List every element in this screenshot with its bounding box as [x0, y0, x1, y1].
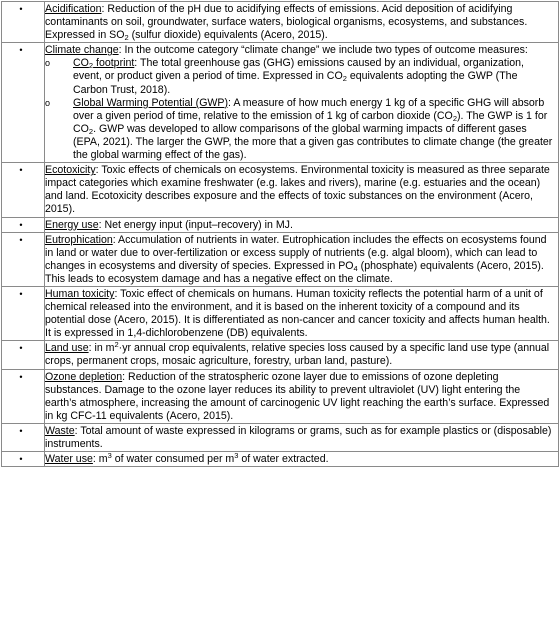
table-row [2, 43, 559, 163]
bullet-icon: • [19, 165, 23, 176]
definition-human-toxicity: Human toxicity: Toxic effect of chemicals on humans. Human toxicity reflects the potential harm of a unit of chemical released into the environment, and it is based on the inherent toxicity of a compound and its potential dose (Acero, 2015). It is differentiated as non-cancer and cancer toxicity and affects human health. It is expressed in 1,4-dichlorobenzene (DB) equivalents. [45, 286, 559, 340]
term: Water use [45, 453, 93, 466]
circle-bullet-icon: o [45, 97, 51, 108]
table-row [2, 369, 559, 423]
table-row [2, 423, 559, 451]
definition-land-use: Land use: in $m^2\cdot yr$ annual crop equivalents, relative species loss caused by a specific land use type (annual crops, permanent crops, mosaic agriculture, forestry, urban land, pasture). [45, 341, 559, 369]
definition-eutrophication: Eutrophication: Accumulation of nutrients in water. Eutrophication includes the effects on ecosystems found in land or water due to over-fertilization or excess supply of nutrients (e.g. algal bloom), which can lead to changes in ecosystems and diversity of species. Expressed in $PO_4$ (phosphate) equivalents (Acero, 2015). This leads to ecosystem damage and has a negative effect on the climate. [45, 232, 559, 286]
term: Ecotoxicity [45, 164, 96, 177]
definition-ecotoxicity: Ecotoxicity: Toxic effects of chemicals on ecosystems. Environmental toxicity is measured as three separate impact categories which examine freshwater (e.g. lakes and rivers), marine (e.g. estuaries and the ocean) and land. Ecotoxicity describes exposure and the effects of toxic substances on the environment (Acero, 2015). [45, 163, 559, 217]
bullet-icon: • [19, 219, 23, 230]
definition-ozone-depletion: Ozone depletion: Reduction of the stratospheric ozone layer due to emissions of ozone depleting substances. Damage to the ozone layer reduces its ability to prevent ultraviolet (UV) light entering the earth’s atmosphere, increasing the amount of carcinogenic UV light reaching the earth’s surface. Expressed in kg CFC-11 equivalents (Acero, 2015). [45, 369, 559, 423]
bullet-icon: • [19, 45, 23, 56]
definition-water-use: Water use: $m^3$ of water consumed per $m^3$ of water extracted. [45, 452, 559, 467]
term: Global Warming Potential (GWP) [73, 96, 229, 109]
term: Waste [45, 424, 75, 437]
term: Eutrophication [45, 233, 113, 246]
table-row [2, 232, 559, 286]
term: Land use [45, 342, 89, 355]
term: Ozone depletion [45, 370, 123, 383]
table-row [2, 163, 559, 217]
definitions-table [1, 1, 559, 467]
bullet-icon: • [19, 288, 23, 299]
definition-waste: Waste: Total amount of waste expressed in kilograms or grams, such as for example plastics or (disposable) instruments. [45, 423, 559, 451]
table-row [2, 341, 559, 369]
bullet-icon: • [19, 234, 23, 245]
bullet-icon: • [19, 4, 23, 14]
table-row [2, 452, 559, 467]
circle-bullet-icon: o [45, 58, 51, 69]
definition-acidification: Acidification: Reduction of the pH due to acidifying effects of emissions. Acid deposition of acidifying contaminants on soil, groundwater, surface waters, biological organisms, ecosystems, and substances. Expressed in $SO_2$ (sulfur dioxide) equivalents (Acero, 2015). [45, 2, 559, 43]
table-row [2, 286, 559, 340]
term: $CO_2$ footprint [73, 57, 135, 71]
term: Climate change [45, 44, 119, 57]
bullet-icon: • [19, 454, 23, 465]
term: Energy use [45, 218, 99, 231]
term: Acidification [45, 3, 102, 15]
document [0, 1, 560, 637]
bullet-icon: • [19, 343, 23, 354]
sub-definition-co2-footprint: o $CO_2$ footprint: The total greenhouse gas (GHG) emissions caused by an individual, organization, event, or product given a period of time. Expressed in $CO_2$ equivalents adopting the GWP (The Carbon Trust, 2018). [45, 57, 524, 96]
definition-climate-change: Climate change: In the outcome category “climate change” we include two types of outcome measures: o $CO_2$ footprint: The total greenhouse gas (GHG) emissions caused by an individual, organization, event, or product given a period of time. Expressed in $CO_2$ equivalents adopting the GWP (The Carbon Trust, 2018). o Global Warming Potential (GWP): A measure of how much energy 1 kg of a specific GHG will absorb over a given period of time, relative to the emission of 1 kg of carbon dioxide $(CO_2)$. The GWP is 1 for $CO_2$. GWP was developed to allow comparisons of the global warming impacts of different gases (EPA, 2021). The larger the GWP, the more that a given gas contributes to climate change (the greater the global warming effect of the gas). [45, 43, 559, 163]
table-row [2, 2, 559, 43]
bullet-icon: • [19, 371, 23, 382]
term: Human toxicity [45, 287, 115, 300]
definition-energy-use: Energy use: Net energy input (input–recovery) in MJ. [45, 217, 559, 232]
bullet-icon: • [19, 425, 23, 436]
sub-definition-gwp: o Global Warming Potential (GWP): A measure of how much energy 1 kg of a specific GHG will absorb over a given period of time, relative to the emission of 1 kg of carbon dioxide $(CO_2)$. The GWP is 1 for $CO_2$. GWP was developed to allow comparisons of the global warming impacts of different gases (EPA, 2021). The larger the GWP, the more that a given gas contributes to climate change (the greater the global warming effect of the gas). [45, 96, 553, 162]
table-row [2, 217, 559, 232]
